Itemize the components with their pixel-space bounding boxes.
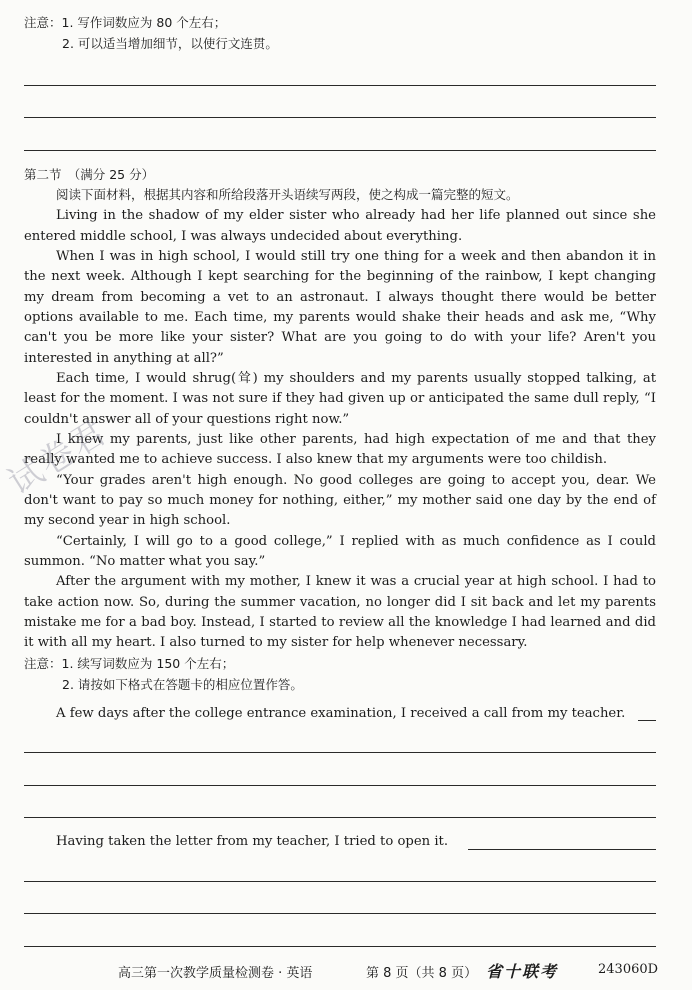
answer-line [468, 849, 656, 850]
section-instruction: 阅读下面材料，根据其内容和所给段落开头语续写两段，使之构成一篇完整的短文。 [56, 187, 519, 202]
passage-line: summon. “No matter what you say.” [24, 554, 266, 569]
writing-note-2: 2. 可以适当增加细节，以使行文连贯。 [62, 36, 278, 51]
footer-page-number: 第 8 页（共 8 页） [366, 966, 478, 981]
passage-line: Each time, I would shrug(耸) my shoulders and my parents usually stopped talking, at [56, 371, 656, 386]
passage-line: After the argument with my mother, I knew it was a crucial year at high school. I had to [56, 574, 656, 589]
answer-line [24, 881, 656, 882]
paragraph-prompt-2: Having taken the letter from my teacher, I tried to open it. [56, 834, 449, 849]
footer-code: 243060D [598, 962, 659, 977]
passage-line: really wanted me to achieve success. I also knew that my arguments were too childish. [24, 452, 608, 467]
watermark-stamp: 试卷君 [1, 411, 115, 504]
footer-exam-title: 高三第一次教学质量检测卷 · 英语 [118, 966, 313, 981]
passage-line: can't you be more like your sister? What are you going to do with your life? Aren't you [24, 330, 656, 345]
passage-line: Living in the shadow of my elder sister who already had her life planned out since she [56, 208, 656, 223]
passage-line: options available to me. Each time, my parents would shake their heads and ask me, “Why [24, 310, 656, 325]
page-footer [0, 958, 692, 982]
answer-line [24, 913, 656, 914]
answer-line [24, 752, 656, 753]
passage-line: When I was in high school, I would still try one thing for a week and then abandon it in [56, 249, 656, 264]
passage-line: my second year in high school. [24, 513, 231, 528]
passage-line: interested in anything at all?” [24, 351, 224, 366]
continuation-note-1: 注意：1. 续写词数应为 150 个左右； [24, 656, 235, 671]
answer-line [24, 817, 656, 818]
passage-line: the next week. Although I kept searching for the beginning of the rainbow, I kept changing [24, 269, 656, 284]
passage-line: I knew my parents, just like other parents, had high expectation of me and that they [56, 432, 656, 447]
passage-line: least for the moment. I was not sure if they had given up or anticipated the same dull reply, “I [24, 391, 656, 406]
paragraph-prompt-1: A few days after the college entrance examination, I received a call from my teacher. [56, 706, 626, 721]
passage-line: “Certainly, I will go to a good college,” I replied with as much confidence as I could [56, 534, 656, 549]
passage-line: couldn't answer all of your questions right now.” [24, 412, 350, 427]
answer-line [24, 85, 656, 86]
answer-line [24, 150, 656, 151]
answer-line [24, 946, 656, 947]
passage-line: “Your grades aren't high enough. No good colleges are going to accept you, dear. We [56, 473, 656, 488]
passage-line: mistake me for a bad boy. Instead, I started to review all the knowledge I had learned and did [24, 615, 656, 630]
answer-line [24, 117, 656, 118]
continuation-note-2: 2. 请按如下格式在答题卡的相应位置作答。 [62, 677, 303, 692]
passage-line: take action now. So, during the summer vacation, no longer did I sit back and let my parents [24, 595, 656, 610]
passage-line: my dream from becoming a vet to an astronaut. I always thought there would be better [24, 290, 656, 305]
answer-line [638, 720, 656, 721]
section-heading: 第二节 （满分 25 分） [24, 167, 155, 182]
passage-line: entered middle school, I was always undecided about everything. [24, 229, 463, 244]
writing-note-1: 注意：1. 写作词数应为 80 个左右； [24, 15, 227, 30]
passage-line: it with all my heart. I also turned to my sister for help whenever necessary. [24, 635, 528, 650]
passage-line: don't want to pay so much money for nothing, either,” my mother said one day by the end of [24, 493, 656, 508]
answer-line [24, 785, 656, 786]
footer-logo: 省十联考 [486, 962, 559, 981]
